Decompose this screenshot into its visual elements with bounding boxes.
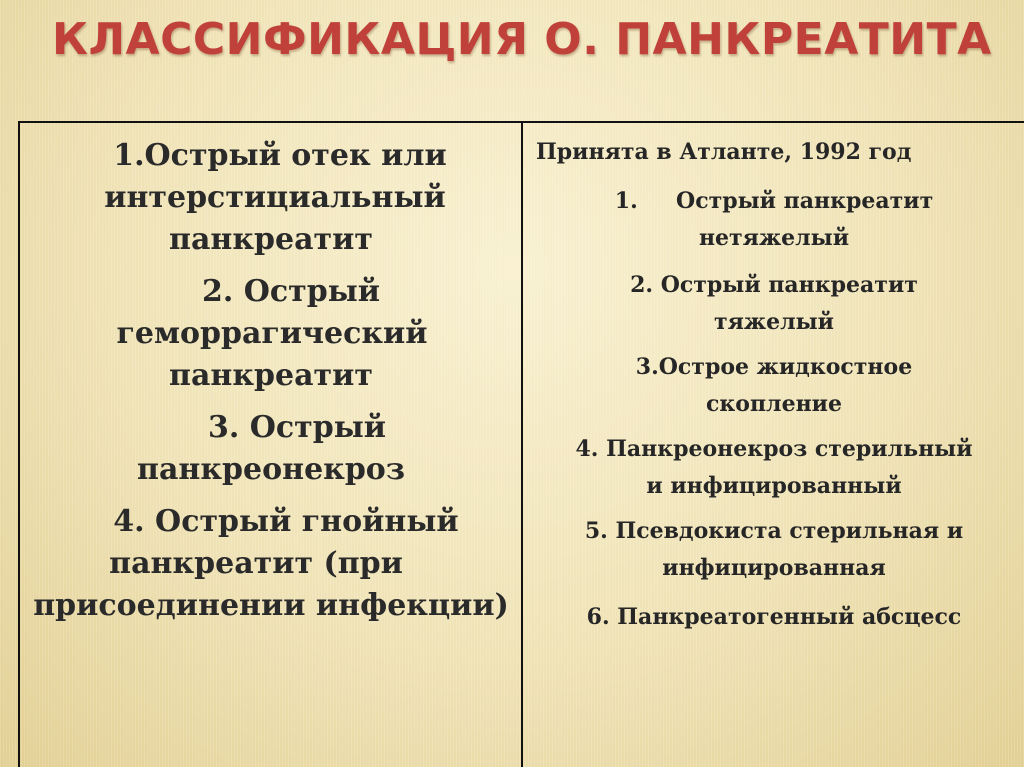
- left-item-4-line-3: присоединении инфекции): [33, 588, 509, 623]
- right-column: [528, 134, 1020, 636]
- left-item-1-line-1: 1.Острый отек или: [113, 138, 447, 173]
- right-item-1-line-1: 1. Острый панкреатит: [614, 188, 934, 214]
- right-item-5-line-1: 5. Псевдокиста стерильная и: [584, 518, 964, 544]
- left-item-2-line-3: панкреатит: [169, 358, 373, 393]
- right-item-4-line-1: 4. Панкреонекроз стерильный: [575, 436, 973, 462]
- right-item-6-line-1: 6. Панкреатогенный абсцесс: [586, 604, 962, 630]
- left-item-2-line-2: геморрагический: [116, 316, 428, 351]
- right-item-2-line-1: 2. Острый панкреатит: [630, 272, 918, 298]
- right-item-3-line-1: 3.Острое жидкостное: [635, 354, 913, 380]
- left-item-4-line-1: 4. Острый гнойный: [113, 504, 459, 539]
- left-item-2-line-1: 2. Острый: [201, 274, 381, 309]
- left-item-3-line-1: 3. Острый: [207, 410, 387, 445]
- right-item-3-line-2: скопление: [706, 391, 842, 417]
- right-item-2-line-2: тяжелый: [714, 309, 834, 335]
- left-item-3-line-2: панкреонекроз: [137, 452, 405, 487]
- right-item-5-line-2: инфицированная: [662, 555, 886, 581]
- left-column: [28, 135, 514, 627]
- right-item-4-line-2: и инфицированный: [646, 473, 902, 499]
- left-item-4-line-2: панкреатит (при: [109, 546, 403, 581]
- right-header: Принята в Атланте, 1992 год: [536, 139, 912, 165]
- slide-title: КЛАССИФИКАЦИЯ О. ПАНКРЕАТИТА: [52, 14, 992, 65]
- right-item-1-line-2: нетяжелый: [698, 225, 850, 251]
- left-item-1-line-2: интерстициальный: [104, 180, 446, 215]
- left-item-1-line-3: панкреатит: [169, 222, 373, 257]
- column-divider: [521, 121, 523, 767]
